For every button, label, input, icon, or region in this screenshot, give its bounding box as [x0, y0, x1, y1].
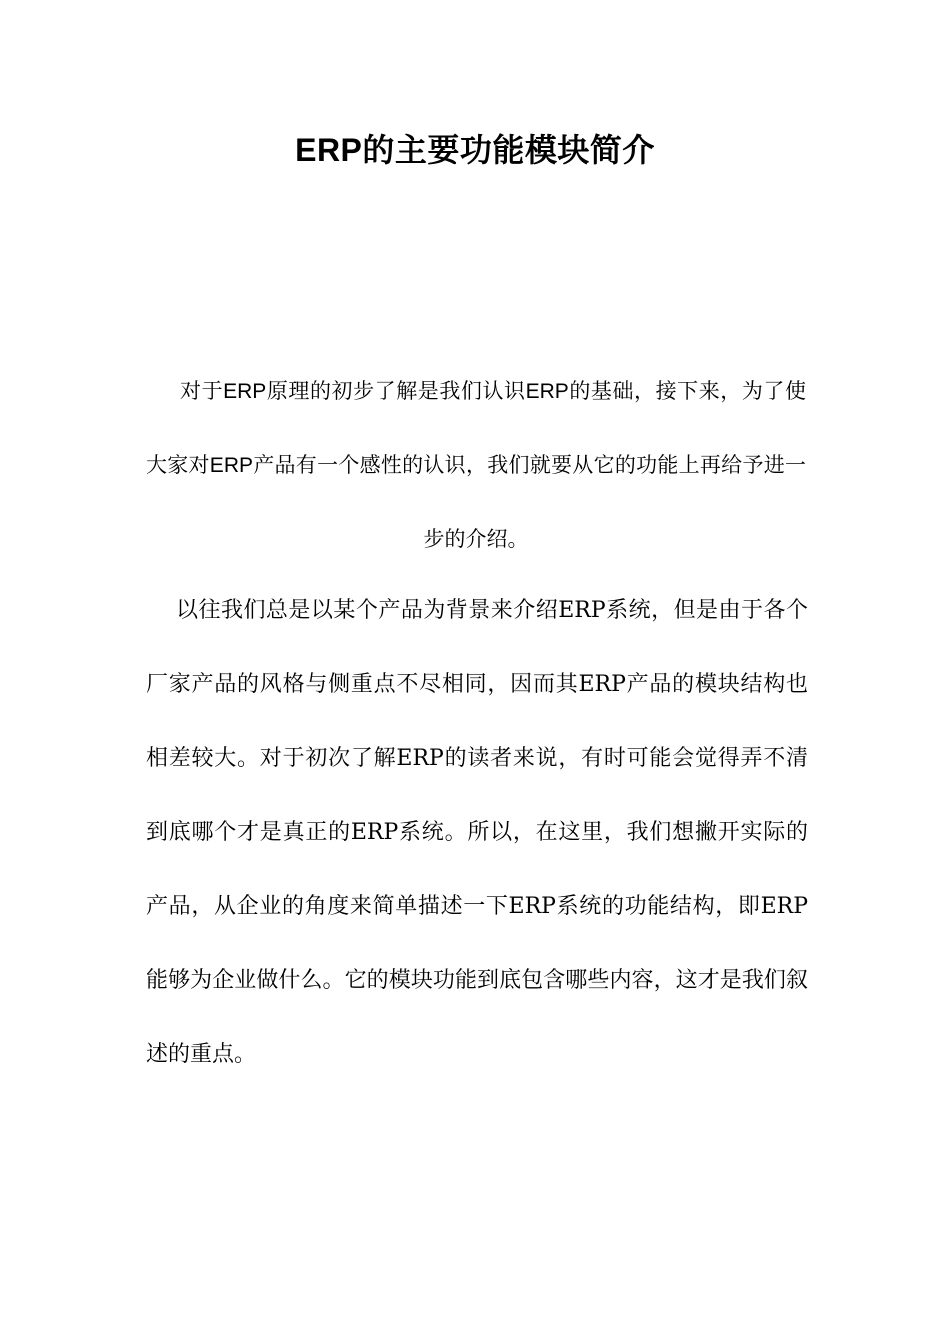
body-paragraph: 以往我们总是以某个产品为背景来介绍ERP系统，但是由于各个厂家产品的风格与侧重点不尽相同，因而其ERP产品的模块结构也相差较大。对于初次了解ERP的读者来说，有时可能会觉得弄不清到底哪个才是真正的ERP系统。所以，在这里，我们想撇开实际的产品，从企业的角度来简单描述一下ERP系统的功能结构，即ERP能够为企业做什么。它的模块功能到底包含哪些内容，这才是我们叙述的重点。 — [146, 598, 808, 1067]
document-title: ERP的主要功能模块简介 — [295, 132, 655, 168]
intro-paragraph: 对于ERP原理的初步了解是我们认识ERP的基础，接下来，为了使大家对ERP产品有一个感性的认识，我们就要从它的功能上再给予进一步的介绍。 — [146, 380, 806, 551]
